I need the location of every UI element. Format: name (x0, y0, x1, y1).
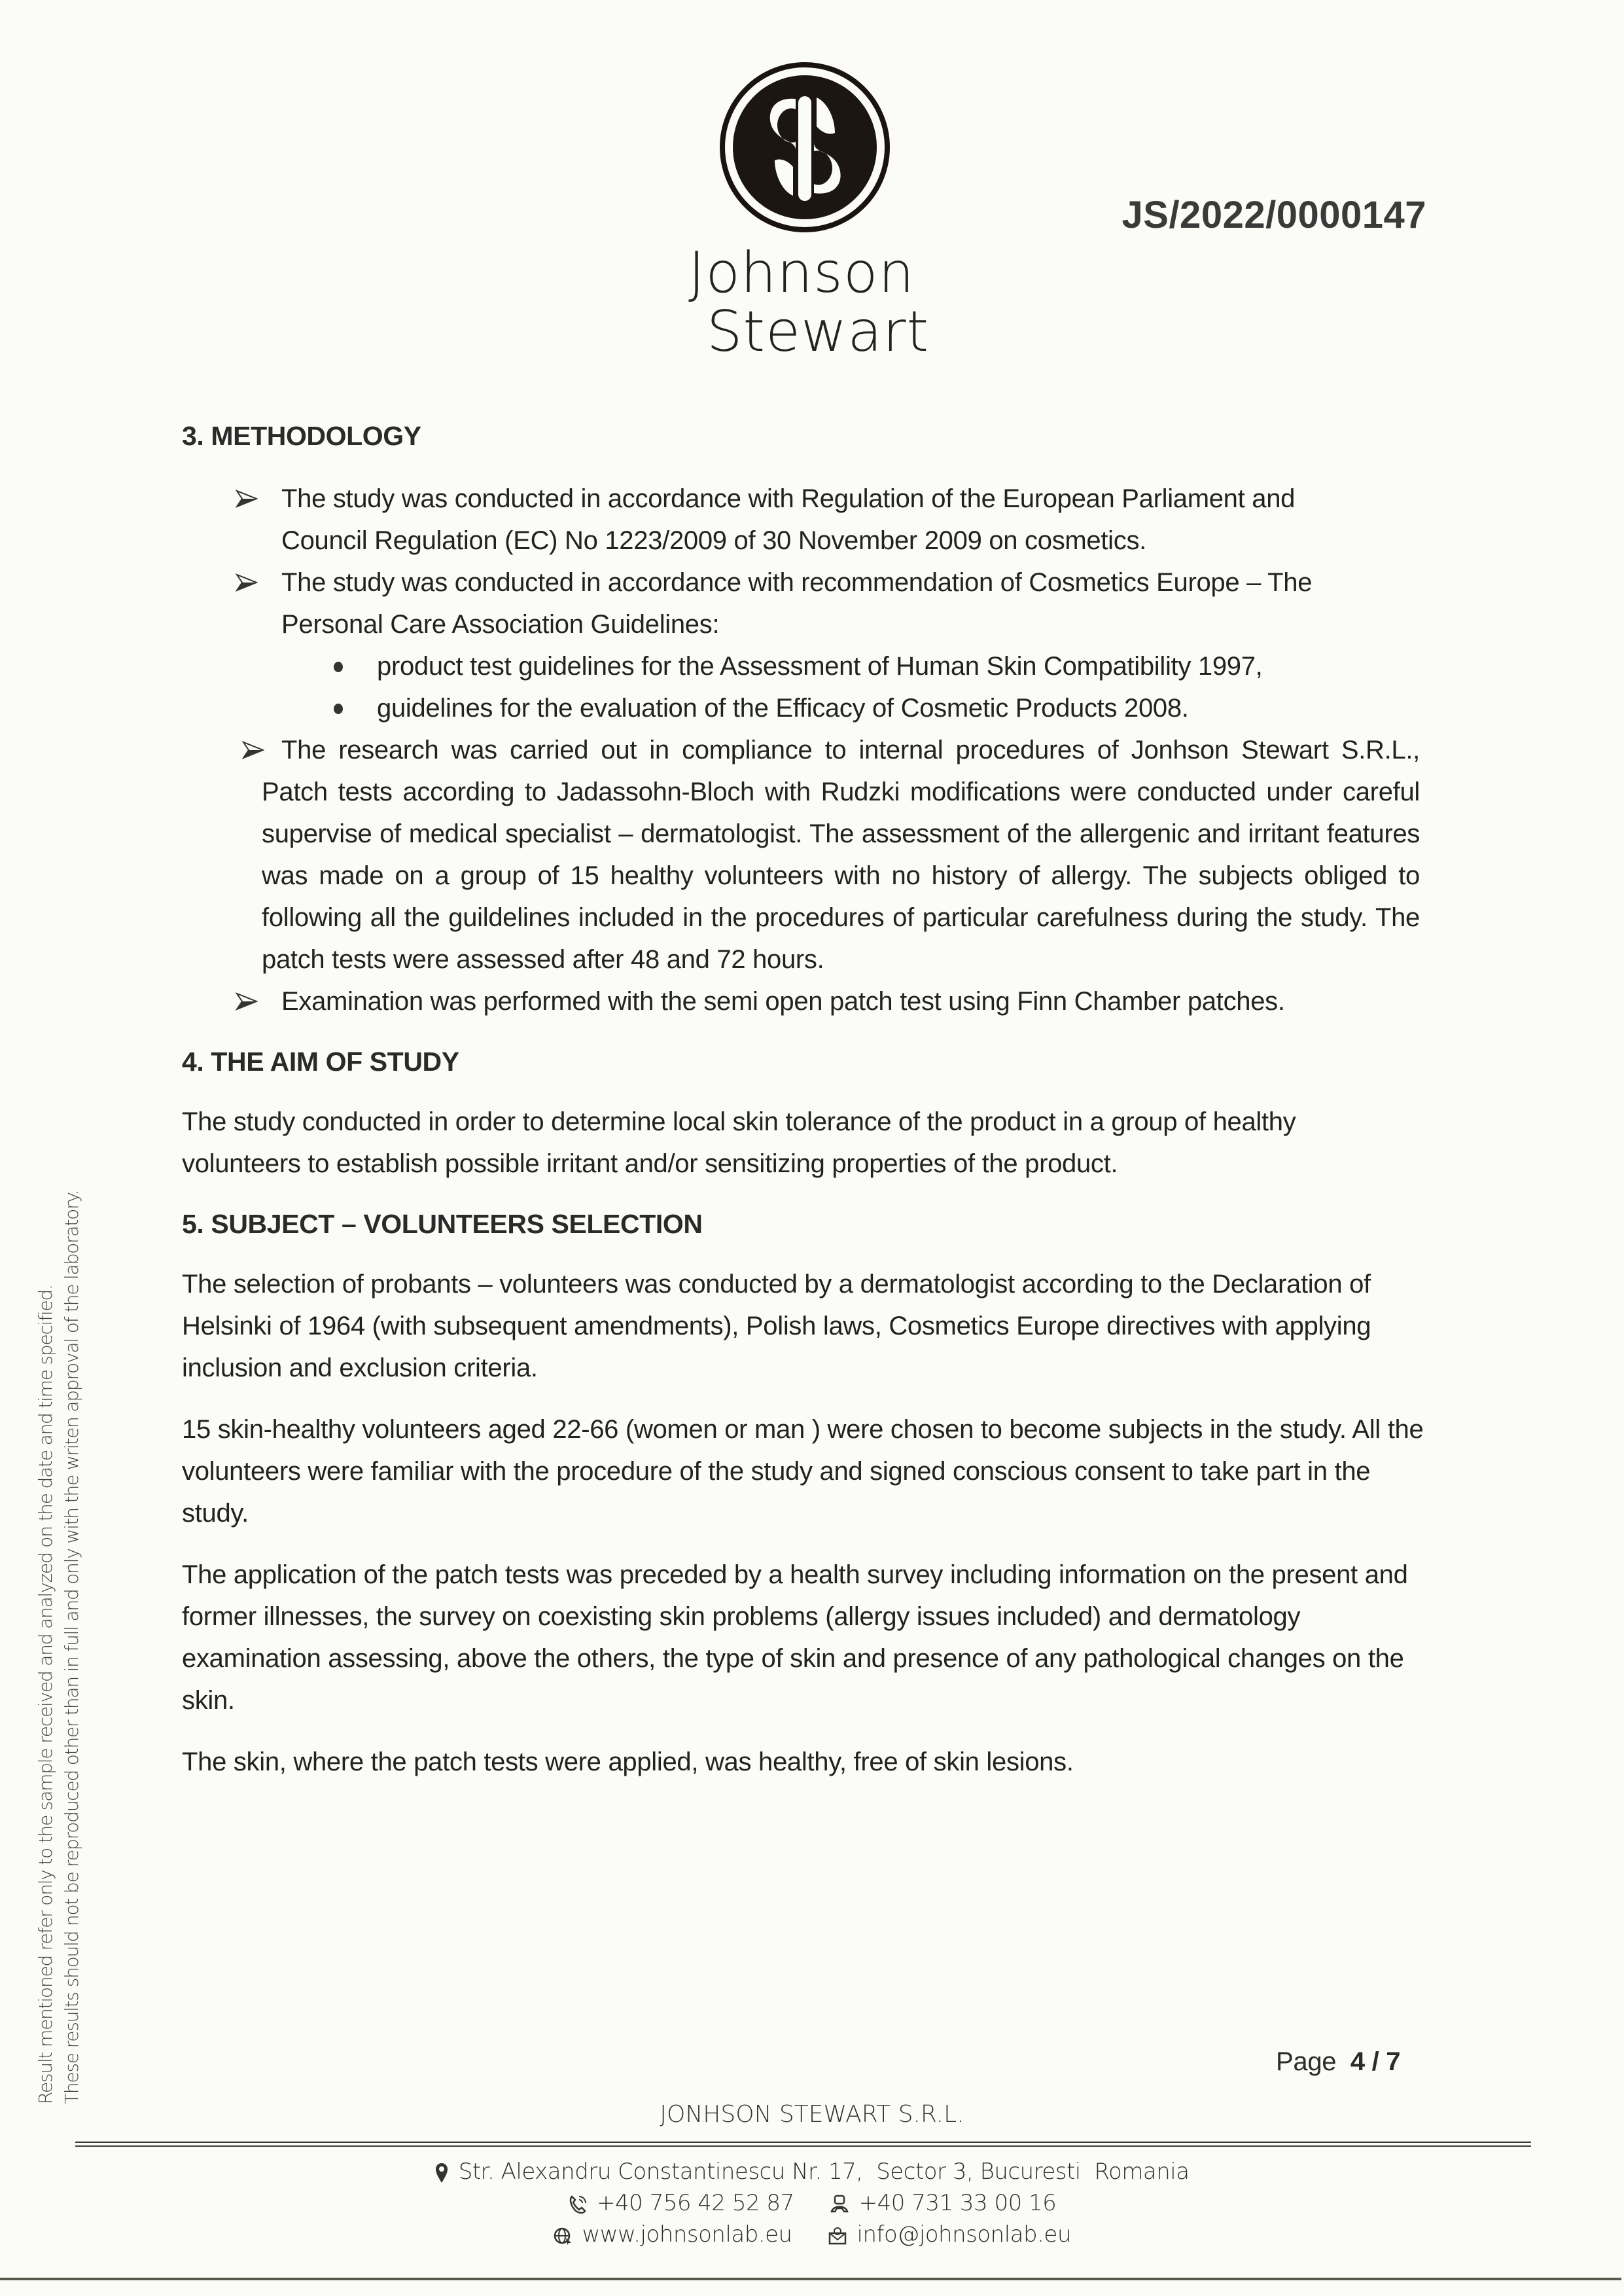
footer-divider (75, 2142, 1531, 2147)
selection-paragraph: The selection of probants – volunteers was conducted by a dermatologist according to the Declaration of Helsinki of 1964 (with subsequent amendments), Polish laws, Cosmetics Europe directives with applying inclusion and exclusion criteria. (182, 1270, 1371, 1382)
section-heading-methodology: 3. METHODOLOGY (182, 421, 421, 451)
methodology-item-text: Examination was performed with the semi open patch test using Finn Chamber patches. (281, 987, 1285, 1016)
document-body (182, 416, 1425, 1803)
methodology-item (182, 478, 1425, 562)
footer-web-line (0, 2220, 1624, 2249)
side-notice-line2: These results should not be reproduced other than in full and only with the writen approval of the laboratory. (61, 1190, 82, 2104)
side-notice (33, 1191, 85, 2104)
footer-email[interactable]: info@johnsonlab.eu (856, 2221, 1071, 2248)
aim-paragraph: The study conducted in order to determine local skin tolerance of the product in a group of healthy volunteers to establish possible irritant and/or sensitizing properties of the product. (182, 1107, 1296, 1178)
methodology-item (182, 980, 1425, 1022)
brand-name-line2: Stewart (706, 299, 930, 365)
footer-phone[interactable]: +40 756 42 52 87 (597, 2190, 794, 2216)
envelope-icon (828, 2226, 847, 2246)
phone-icon (568, 2194, 588, 2215)
guideline-text: guidelines for the evaluation of the Efficacy of Cosmetic Products 2008. (377, 694, 1189, 723)
document-number: JS/2022/0000147 (1121, 194, 1426, 236)
arrow-bullet-icon (236, 992, 258, 1011)
page-current: 4 (1350, 2047, 1365, 2076)
page-separator: / (1371, 2047, 1379, 2076)
methodology-item (182, 562, 1425, 645)
footer-website[interactable]: www.johnsonlab.eu (582, 2221, 792, 2248)
selection-paragraph: 15 skin-healthy volunteers aged 22-66 (women or man ) were chosen to become subjects in the study. All the volunteers were familiar with the procedure of the study and signed conscious consent to take part in the study. (182, 1415, 1424, 1528)
methodology-item-text: The study was conducted in accordance with Regulation of the European Parliament and Council Regulation (EC) No 1223/2009 of 30 November 2009 on cosmetics. (281, 484, 1296, 555)
guideline-bullet (182, 687, 1425, 729)
page-total: 7 (1386, 2047, 1401, 2076)
bullet-dot-icon (334, 704, 343, 714)
guideline-text: product test guidelines for the Assessment of Human Skin Compatibility 1997, (377, 652, 1263, 681)
bullet-dot-icon (334, 662, 343, 672)
page-bottom-rule (0, 2278, 1621, 2280)
footer-company-name: JONHSON STEWART S.R.L. (660, 2101, 964, 2128)
map-pin-icon (434, 2162, 449, 2184)
selection-paragraph: The skin, where the patch tests were applied, was healthy, free of skin lesions. (182, 1748, 1074, 1776)
page-label: Page (1276, 2047, 1337, 2076)
page-number (1276, 2046, 1400, 2077)
arrow-bullet-icon (236, 573, 258, 592)
footer-address: Str. Alexandru Constantinescu Nr. 17, Sector 3, Bucuresti Romania (458, 2159, 1190, 2185)
arrow-bullet-icon (236, 490, 258, 508)
selection-paragraph: The application of the patch tests was preceded by a health survey including information on the present and former illnesses, the survey on coexisting skin problems (allergy issues included) and dermatology examination assessing, above the others, the type of skin and presence of any pathological changes on the skin. (182, 1560, 1408, 1715)
footer-phone-line (0, 2189, 1624, 2217)
methodology-item-text: The study was conducted in accordance with recommendation of Cosmetics Europe – The Personal Care Association Guidelines: (281, 568, 1313, 639)
globe-icon (553, 2226, 573, 2246)
section-heading-aim: 4. THE AIM OF STUDY (182, 1047, 459, 1077)
section-heading-selection: 5. SUBJECT – VOLUNTEERS SELECTION (182, 1209, 703, 1239)
brand-name-line1: Johnson (688, 240, 915, 306)
side-notice-line1: Result mentioned refer only to the sample received and analyzed on the date and time specified. (35, 1285, 56, 2104)
methodology-item-text: The research was carried out in compliance to internal procedures of Jonhson Stewart S.R.L., Patch tests according to Jadassohn-Bloch with Rudzki modifications were conducted under careful supervise of medical specialist – dermatologist. The assessment of the allergenic and irritant features was made on a group of 15 healthy volunteers with no history of allergy. The subjects obliged to following all the guildelines included in the procedures of particular carefulness during the study. The patch tests were assessed after 48 and 72 hours. (262, 736, 1420, 974)
arrow-bullet-icon (242, 741, 264, 759)
footer-mobile[interactable]: +40 731 33 00 16 (858, 2190, 1057, 2216)
support-phone-icon (830, 2195, 849, 2214)
company-logo (720, 62, 890, 232)
footer-address-line (0, 2157, 1624, 2186)
guideline-bullet (182, 645, 1425, 687)
methodology-item (182, 729, 1425, 980)
